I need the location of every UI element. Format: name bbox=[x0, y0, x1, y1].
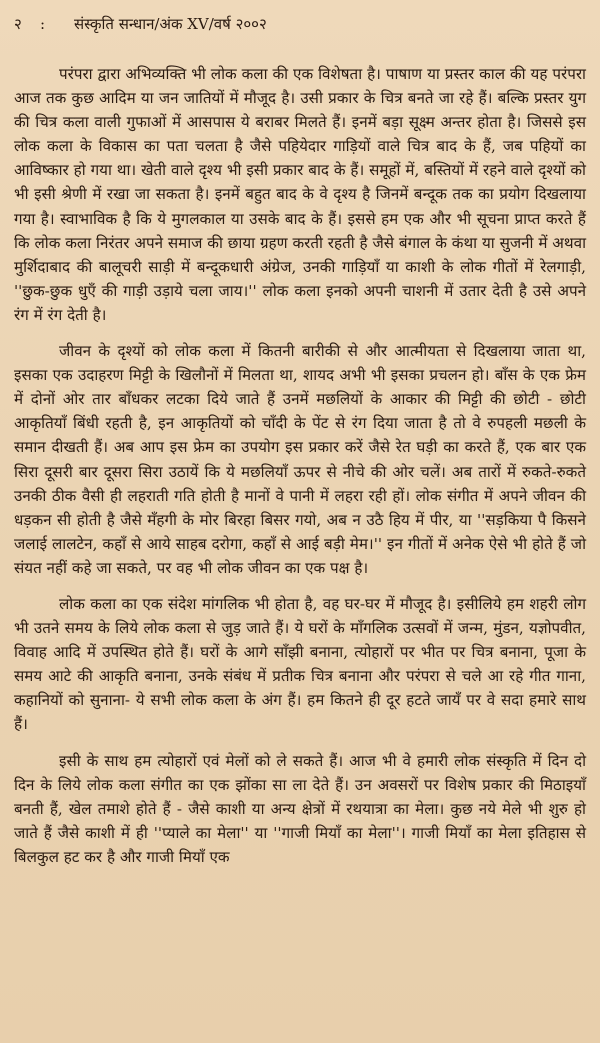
running-header bbox=[14, 14, 586, 34]
header-separator: : bbox=[40, 15, 46, 33]
article-body bbox=[14, 62, 586, 869]
paragraph-4: इसी के साथ हम त्योहारों एवं मेलों को ले सकते हैं। आज भी वे हमारी लोक संस्कृति में दिन दो दिन के लिये लोक कला संगीत का एक झोंका सा ला देते हैं। उन अवसरों पर विशेष प्रकार की मिठाइयाँ बनती हैं, खेल तमाशे होते हैं - जैसे काशी या अन्य क्षेत्रों में रथयात्रा का मेला। कुछ नये मेले भी शुरु हो जाते हैं जैसे काशी में ही ''प्याले का मेला'' या ''गाजी मियाँ का मेला''। गाजी मियाँ का मेला इतिहास से बिलकुल हट कर है और गाजी मियाँ एक bbox=[14, 751, 586, 866]
paragraph-2: जीवन के दृश्यों को लोक कला में कितनी बारीकी से और आत्मीयता से दिखलाया जाता था, इसका एक उदाहरण मिट्टी के खिलौनों में मिलता था, शायद अभी भी इसका प्रचलन हो। बाँस के एक फ्रेम में दोनों ओर तार बाँधकर लटका दिये जाते हैं उनमें मछलियों के आकार की मिट्टी की छोटी - छोटी आकृतियाँ बिंधी रहती है, इन आकृतियों को चाँदी के पेंट से रंग दिया जाता है तो वे रुपहली मछली के समान दीखती हैं। अब आप इस फ्रेम का उपयोग इस प्रकार करें जैसे रेत घड़ी का करते हैं, एक बार एक सिरा दूसरी बार दूसरा सिरा उठायें कि ये मछलियाँ ऊपर से नीचे की ओर चलें। अब तारों में रुकते-रुकते उनकी ठीक वैसी ही लहराती गति होती है मानों वे पानी में लहरा रही हों। लोक संगीत में अपने जीवन की धड़कन सी होती है जैसे मँहगी के मोर बिरहा बिसर गयो, अब न उठै हिय में पीर, या ''सड़किया पै किसने जलाई लालटेन, कहाँ से आये साहब दरोगा, कहाँ से आई बड़ी मेम।'' इन गीतों में अनेक ऐसे भी होते हैं जो संयत नहीं कहे जा सकते, पर वह भी लोक जीवन का एक पक्ष है। bbox=[14, 342, 586, 577]
paragraph-3: लोक कला का एक संदेश मांगलिक भी होता है, वह घर-घर में मौजूद है। इसीलिये हम शहरी लोग भी उतने समय के लिये लोक कला से जुड़ जाते हैं। ये घरों के माँगलिक उत्सवों में जन्म, मुंडन, यज्ञोपवीत, विवाह आदि में उपस्थित होते हैं। घरों के आगे साँझी बनाना, त्योहारों पर भीत पर चित्र बनाना, पूजा के समय आटे की आकृति बनाना, उनके संबंध में प्रतीक चित्र बनाना और परंपरा से चले आ रहे गीत गाना, कहानियों को सुनाना- ये सभी लोक कला के अंग हैं। हम कितने ही दूर हटते जायँ पर वे सदा हमारे साथ हैं। bbox=[14, 594, 586, 734]
paragraph-1: परंपरा द्वारा अभिव्यक्ति भी लोक कला की एक विशेषता है। पाषाण या प्रस्तर काल की यह परंपरा आज तक कुछ आदिम या जन जातियों में मौजूद है। उसी प्रकार के चित्र बनते जा रहे हैं। बल्कि प्रस्तर युग की चित्र कला वाली गुफाओं में आसपास ये बराबर मिलते हैं। इनमें बड़ा सूक्ष्म अन्तर होता है। जिससे इस लोक कला के विकास का पता चलता है जैसे पहियेदार गाड़ियों वाले चित्र बाद के हैं, जब पहियों का आविष्कार हो गया था। खेती वाले दृश्य भी इसी प्रकार बाद के हैं। समूहों में, बस्तियों में रहने वाले दृश्यों को भी इसी श्रेणी में रखा जा सकता है। इनमें बहुत बाद के वे दृश्य है जिनमें बन्दूक तक का प्रयोग दिखलाया गया है। स्वाभाविक है कि ये मुगलकाल या उसके बाद के हैं। इससे हम एक और भी सूचना प्राप्त करते हैं कि लोक कला निरंतर अपने समाज की छाया ग्रहण करती रहती है जैसे बंगाल के कंथा या सुजनी में अथवा मुर्शिदाबाद की बालूचरी साड़ी में बन्दूकधारी अंग्रेज, उनकी गाड़ियाँ या काशी के लोक गीतों में रेलगाड़ी, ''छुक-छुक धुएँ की गाड़ी उड़ाये चला जाय।'' लोक कला इनको अपनी चाशनी में उतार देती है उसे अपने रंग में रंग देती है। bbox=[14, 65, 586, 324]
page-number: २ bbox=[14, 15, 22, 33]
journal-title: संस्कृति सन्धान/अंक XV/वर्ष २००२ bbox=[74, 15, 267, 33]
